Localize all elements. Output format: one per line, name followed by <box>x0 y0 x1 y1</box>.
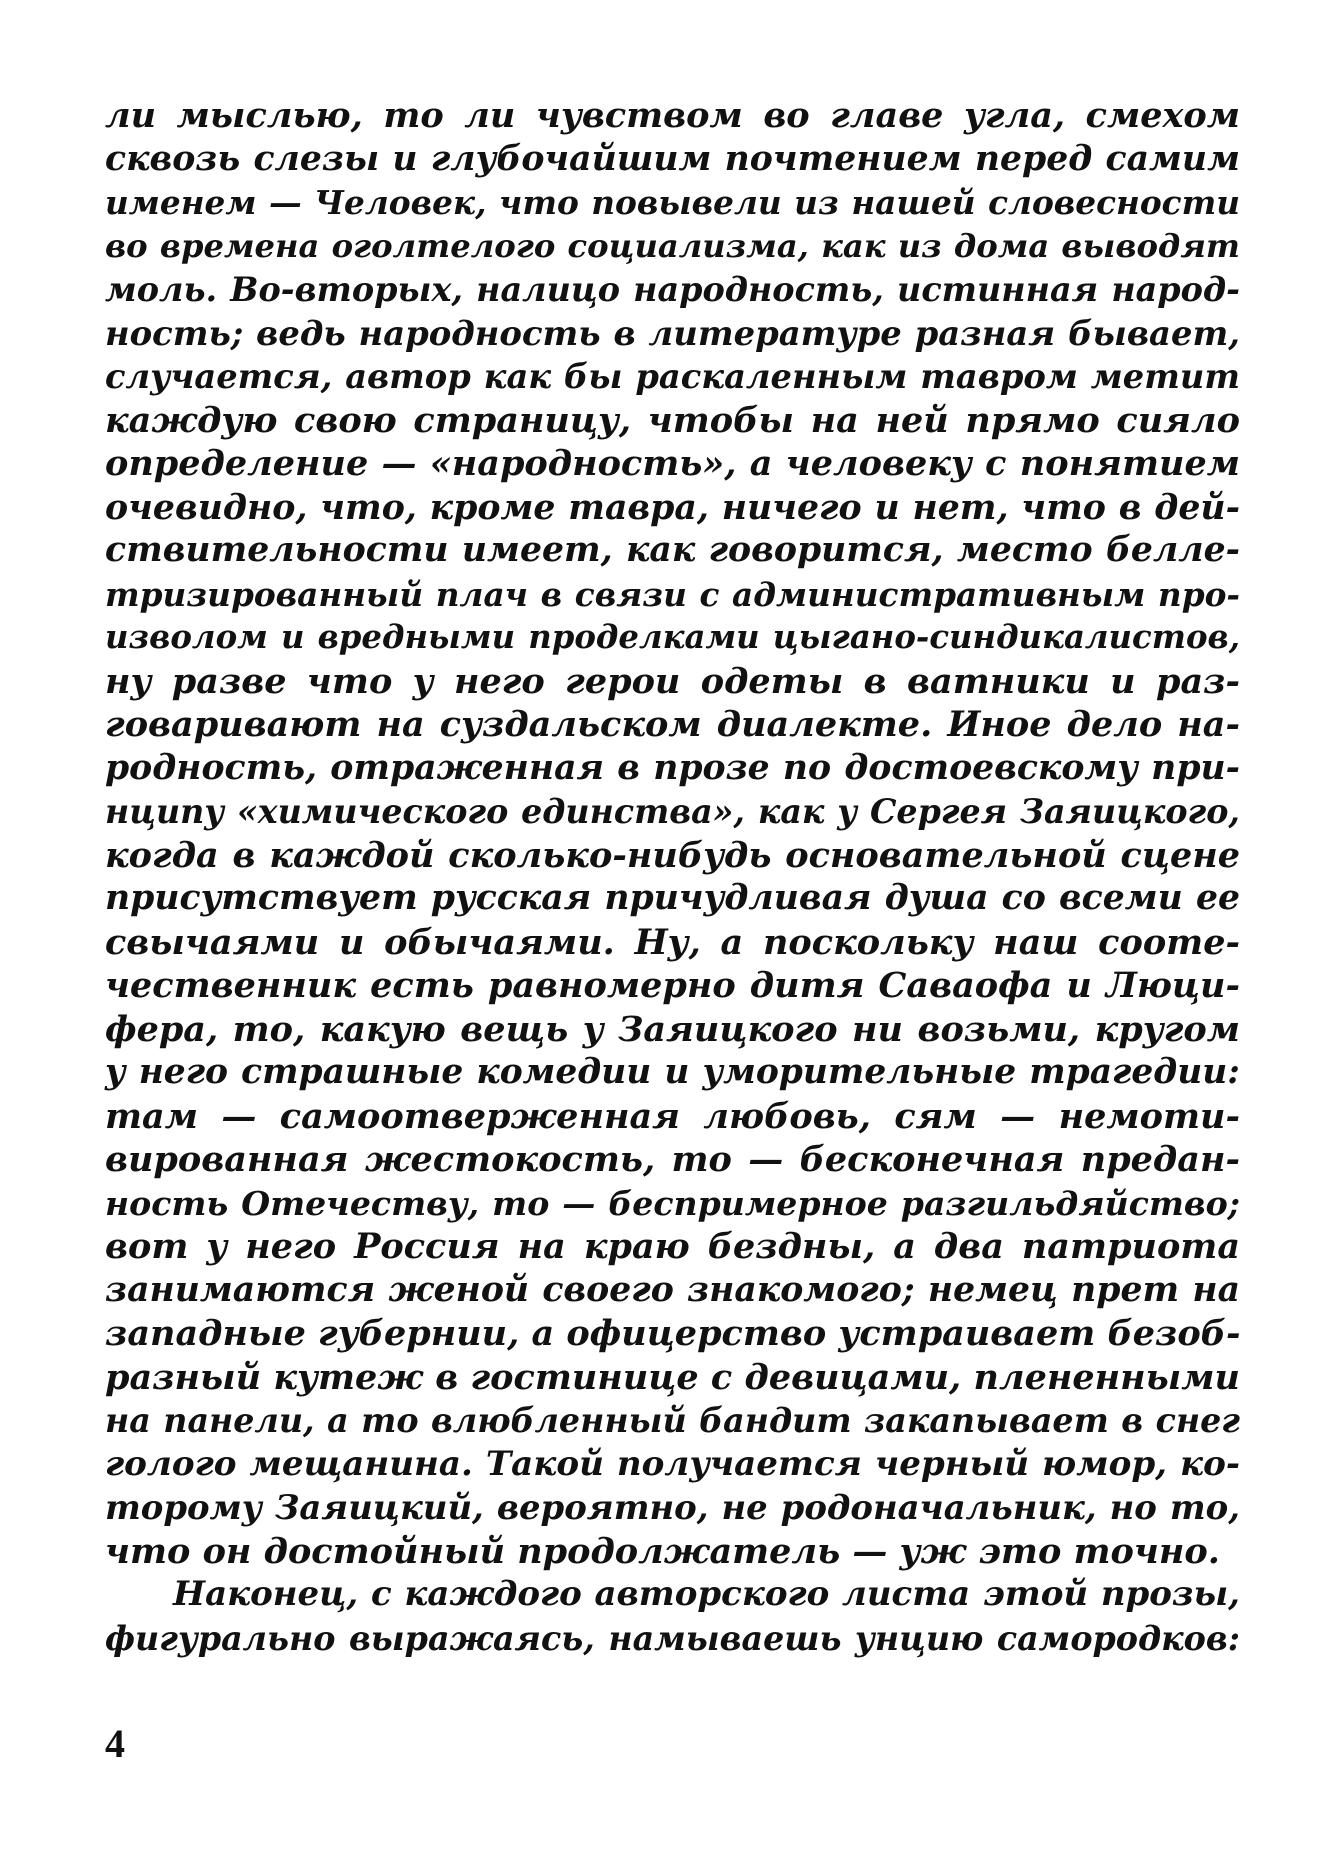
text-line: ну разве что у него герои одеты в ватники и раз- <box>105 660 1240 702</box>
text-line: торому Заяицкий, вероятно, не родоначальник, но то, <box>105 1487 1240 1527</box>
text-line: ность; ведь народность в литературе разная бывает, <box>105 312 1240 353</box>
text-line: определение — «народность», а человеку с понятием <box>105 443 1240 484</box>
text-line: именем — Человек, что повывели из нашей словесности <box>105 183 1240 222</box>
text-line: голого мещанина. Такой получается черный юмор, ко- <box>105 1443 1240 1484</box>
text-line: вот у него Россия на краю бездны, а два патриота <box>105 1226 1240 1267</box>
text-line: фигурально выражаясь, намываешь унцию самородков: <box>105 1618 1240 1658</box>
text-line: там — самоотверженная любовь, сям — немоти- <box>105 1095 1240 1137</box>
paragraph-end-line: что он достойный продолжатель — уж это точно. <box>105 1530 1220 1572</box>
text-line: чественник есть равномерно дитя Саваофа и Люци- <box>105 965 1240 1006</box>
text-line: фера, то, какую вещь у Заяицкого ни возьми, кругом <box>105 1008 1240 1050</box>
text-line: нципу «химического единства», как у Сергея Заяицкого, <box>105 792 1240 831</box>
text-line: ли мыслью, то ли чувством во главе угла, смехом <box>105 95 1240 136</box>
text-line: западные губернии, а офицерство устраивает безоб- <box>105 1313 1241 1354</box>
text-line: на панели, а то влюбленный бандит закапывает в снег <box>105 1401 1240 1440</box>
text-line: когда в каждой сколько-нибудь основательной сцене <box>105 834 1240 876</box>
text-line: присутствует русская причудливая душа со всеми ее <box>105 878 1240 918</box>
text-line: каждую свою страницу, чтобы на ней прямо сияло <box>105 399 1240 441</box>
text-line: ность Отечеству, то — беспримерное разгильдяйство; <box>105 1183 1240 1223</box>
page-number: 4 <box>105 1721 125 1766</box>
text-line: изволом и вредными проделками цыгано-синдикалистов, <box>105 618 1240 656</box>
text-line: моль. Во-вторых, налицо народность, истинная народ- <box>105 270 1240 309</box>
text-line: случается, автор как бы раскаленным тавром метит <box>105 356 1240 396</box>
text-line: сквозь слезы и глубочайшим почтением перед самим <box>105 138 1240 179</box>
text-line: родность, отраженная в прозе по достоевскому при- <box>105 747 1240 788</box>
paragraph-start-line: Наконец, с каждого авторского листа этой прозы, <box>173 1574 1240 1614</box>
text-line: свычаями и обычаями. Ну, а поскольку наш соотe- <box>105 921 1240 963</box>
text-line: вированная жестокость, то — бесконечная предан- <box>105 1139 1240 1180</box>
text-line: тризированный плач в связи с административным про- <box>105 574 1240 614</box>
body-text <box>105 94 1240 1660</box>
text-line: занимаются женой своего знакомого; немец прет на <box>105 1269 1240 1310</box>
text-line: разный кутеж в гостинице с девицами, плененными <box>105 1356 1240 1398</box>
text-line: ствительности имеет, как говорится, место белле- <box>105 530 1240 570</box>
text-line: у него страшные комедии и уморительные трагедии: <box>105 1052 1240 1092</box>
text-line: говаривают на суздальском диалекте. Иное дело на- <box>105 704 1240 745</box>
text-line: очевидно, что, кроме тавра, ничего и нет, что в дей- <box>105 486 1240 528</box>
text-line: во времена оголтелого социализма, как из дома выводят <box>105 226 1240 265</box>
